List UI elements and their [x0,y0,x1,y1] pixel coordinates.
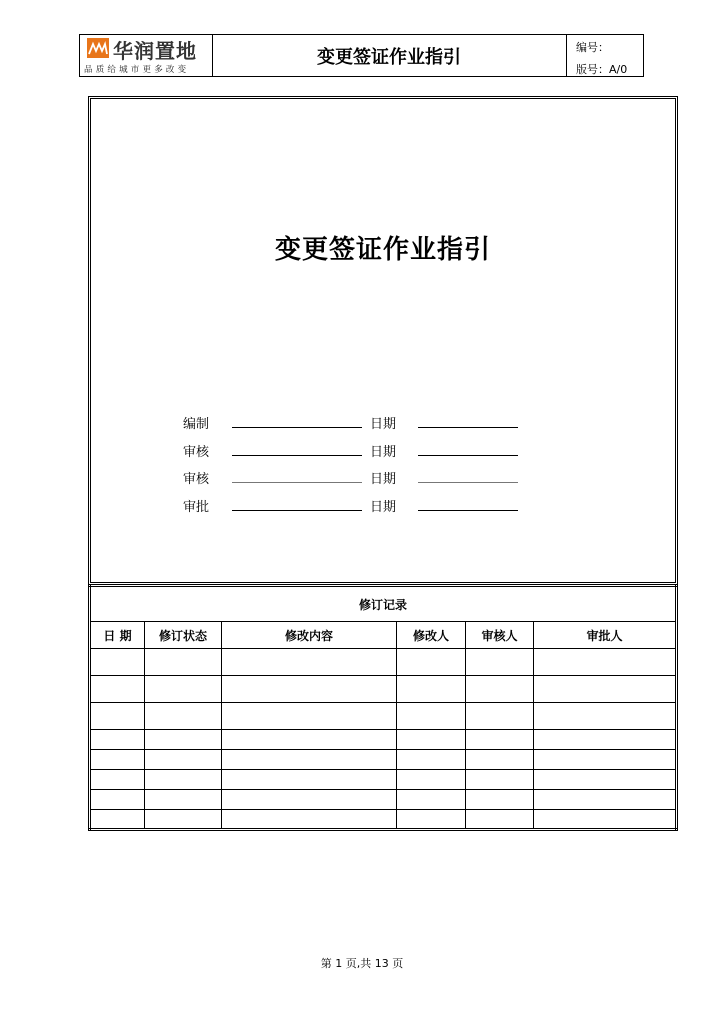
table-cell[interactable] [90,770,145,790]
table-cell[interactable] [222,730,397,750]
sign-label: 审核 [183,445,210,460]
table-cell[interactable] [222,649,397,676]
table-cell[interactable] [222,676,397,703]
table-cell[interactable] [145,730,222,750]
column-header-reviewer: 审核人 [466,622,534,649]
table-cell[interactable] [397,790,466,810]
table-cell[interactable] [222,770,397,790]
table-cell[interactable] [145,790,222,810]
table-cell[interactable] [397,676,466,703]
sign-row-review-1 [183,441,583,459]
column-header-content: 修改内容 [222,622,397,649]
signature-line[interactable] [232,427,362,428]
column-header-modifier: 修改人 [397,622,466,649]
cover-title: 变更签证作业指引 [274,235,491,265]
table-cell[interactable] [90,810,145,830]
date-label: 日期 [370,500,397,515]
table-row [90,649,677,676]
table-cell[interactable] [222,790,397,810]
header-title: 变更签证作业指引 [212,35,567,76]
table-cell[interactable] [466,810,534,830]
signature-line[interactable] [232,482,362,483]
logo-slogan: 品质给城市更多改变 [84,65,190,75]
table-row [90,810,677,830]
date-label: 日期 [370,472,397,487]
table-cell[interactable] [534,703,677,730]
table-cell[interactable] [397,730,466,750]
column-header-status: 修订状态 [145,622,222,649]
table-cell[interactable] [90,676,145,703]
table-cell[interactable] [466,750,534,770]
table-cell[interactable] [397,649,466,676]
table-cell[interactable] [534,649,677,676]
table-cell[interactable] [534,676,677,703]
document-version: 版号：A/0 [576,63,628,76]
cover-box [88,96,678,585]
date-label: 日期 [370,417,397,432]
document-number: 编号： [576,41,609,54]
table-row [90,770,677,790]
table-cell[interactable] [397,810,466,830]
document-header [79,34,644,77]
date-line[interactable] [418,510,518,511]
revision-table [88,584,678,831]
signature-line[interactable] [232,455,362,456]
date-label: 日期 [370,445,397,460]
table-cell[interactable] [145,676,222,703]
table-cell[interactable] [145,750,222,770]
table-cell[interactable] [466,790,534,810]
signature-line[interactable] [232,510,362,511]
table-row [90,750,677,770]
table-cell[interactable] [534,790,677,810]
revision-caption: 修订记录 [90,586,677,622]
sign-label: 编制 [183,417,210,432]
table-cell[interactable] [145,649,222,676]
table-cell[interactable] [90,730,145,750]
sign-row-review-2 [183,468,583,486]
table-cell[interactable] [534,730,677,750]
table-cell[interactable] [397,750,466,770]
table-cell[interactable] [222,750,397,770]
table-cell[interactable] [466,649,534,676]
table-cell[interactable] [534,810,677,830]
table-cell[interactable] [145,703,222,730]
company-logo-icon [87,38,109,58]
table-cell[interactable] [90,649,145,676]
table-cell[interactable] [466,770,534,790]
table-cell[interactable] [534,750,677,770]
sign-row-approve [183,496,583,514]
column-header-date: 日 期 [90,622,145,649]
date-line[interactable] [418,482,518,483]
table-cell[interactable] [145,810,222,830]
revision-header-row [90,622,677,649]
logo-name: 华润置地 [113,39,197,63]
table-row [90,790,677,810]
sign-row-compile [183,413,583,431]
table-cell[interactable] [397,703,466,730]
table-cell[interactable] [222,703,397,730]
table-cell[interactable] [90,790,145,810]
table-row [90,676,677,703]
sign-label: 审批 [183,500,210,515]
table-cell[interactable] [90,750,145,770]
table-row [90,730,677,750]
date-line[interactable] [418,427,518,428]
header-meta [567,35,643,76]
table-cell[interactable] [466,730,534,750]
sign-label: 审核 [183,472,210,487]
table-cell[interactable] [145,770,222,790]
table-cell[interactable] [222,810,397,830]
logo-cell [80,35,213,76]
page-footer: 第 1 页,共 13 页 [320,957,404,970]
table-cell[interactable] [397,770,466,790]
table-cell[interactable] [466,703,534,730]
table-cell[interactable] [466,676,534,703]
column-header-approver: 审批人 [534,622,677,649]
table-cell[interactable] [534,770,677,790]
date-line[interactable] [418,455,518,456]
table-cell[interactable] [90,703,145,730]
table-row [90,703,677,730]
